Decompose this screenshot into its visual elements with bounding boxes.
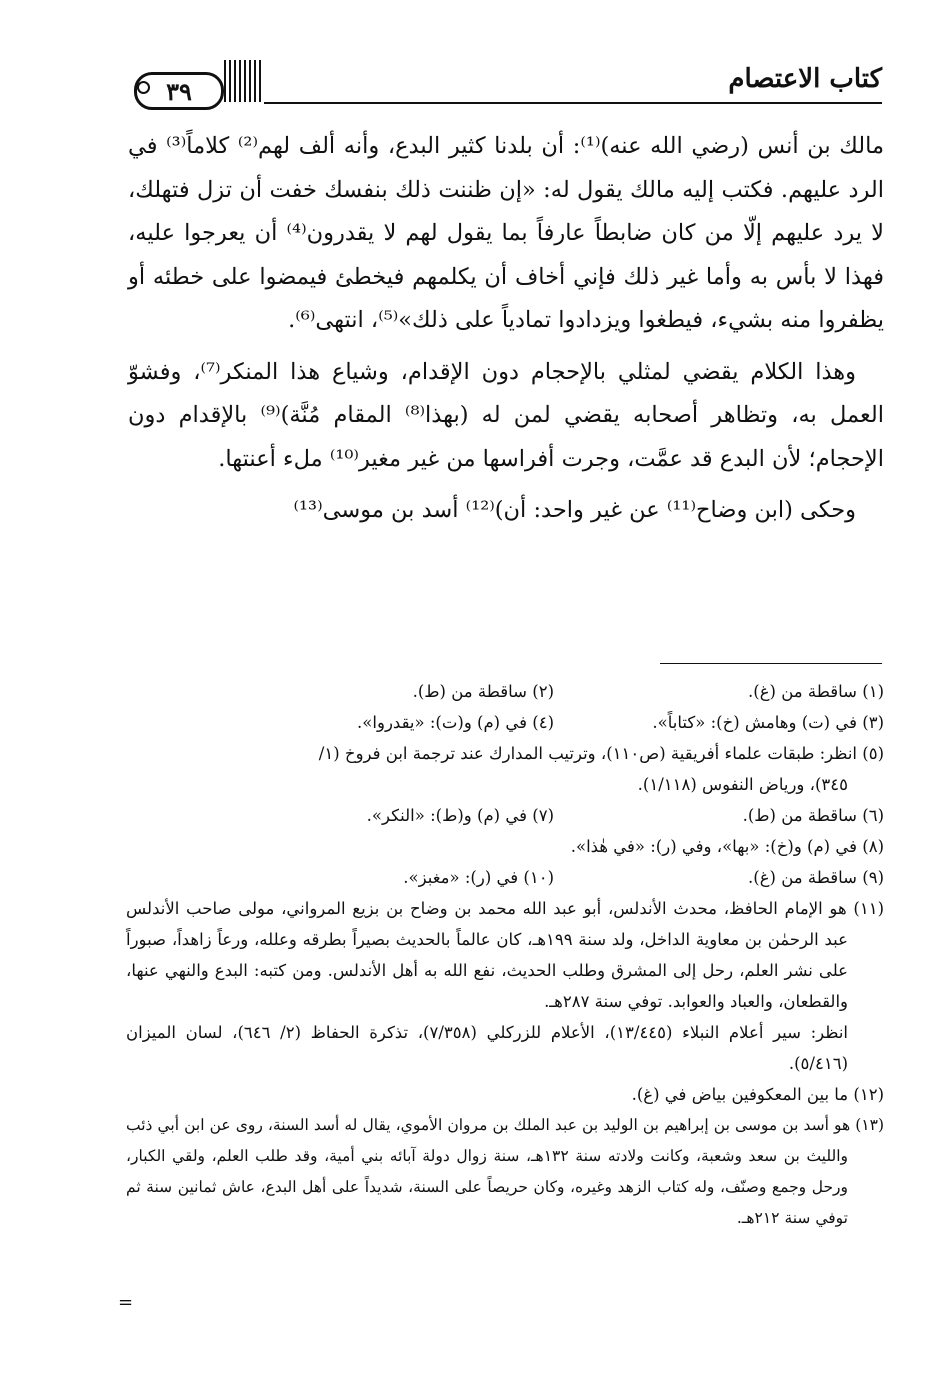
- ornament-dot-icon: [137, 81, 150, 94]
- header-rule: [264, 102, 882, 104]
- footnote-5: (٥) انظر: طبقات علماء أفريقية (ص١١٠)، وترتيب المدارك عند ترجمة ابن فروخ (١/: [318, 744, 884, 763]
- footnote-6: (٦) ساقطة من (ط).: [742, 806, 884, 825]
- page-header: [130, 58, 882, 108]
- footnote-8: (٨) في (م) و(خ): «بها»، وفي (ر): «في هٰذا».: [570, 837, 884, 856]
- footnote-row: [126, 862, 884, 893]
- footnote-7: (٧) في (م) و(ط): «النكر».: [366, 806, 554, 825]
- footnote-9: (٩) ساقطة من (غ).: [748, 868, 884, 887]
- footnote-row: [126, 800, 884, 831]
- paragraph-2: وهذا الكلام يقضي لمثلي بالإحجام دون الإقدام، وشياع هذا المنكر⁽⁷⁾، وفشوّ العمل به، وتظاهر أصحابه يقضي لمن له (بهذا⁽⁸⁾ المقام مُنَّة)⁽⁹⁾ بالإقدام دون الإحجام؛ لأن البدع قد عمَّت، وجرت أفراسها من غير مغير⁽¹⁰⁾ ملء أعنتها.: [128, 358, 885, 472]
- footnotes: [126, 676, 884, 1234]
- footnote-12: (١٢) ما بين المعكوفين بياض في (غ).: [631, 1085, 884, 1104]
- footnote-13: (١٣) هو أسد بن موسى بن إبراهيم بن الوليد بن عبد الملك بن مروان الأموي، يقال له أسد السنة، روى عن ابن أبي ذئب والليث بن سعد وشعبة، وكانت ولادته سنة ١٣٢هـ، سنة زوال دولة آبائه بني أمية، وقد طلب العلم، ولقي الكبار، ورحل وجمع وصنّف، وله كتاب الزهد وغيره، وكان حريصاً على السنة، شديداً على أهل البدع، عاش ثمانين سنة ثم توفي سنة ٢١٢هـ.: [126, 1116, 884, 1227]
- footnote-11-references: انظر: سير أعلام النبلاء (١٣/٤٤٥)، الأعلام للزركلي (٧/٣٥٨)، تذكرة الحفاظ (٢/ ٦٤٦)، لسان الميزان (٥/٤١٦).: [126, 1023, 848, 1073]
- footnote-row: [126, 676, 884, 707]
- book-title: كتاب الاعتصام: [728, 64, 882, 94]
- main-text: [128, 125, 884, 533]
- footnote-3: (٣) في (ت) وهامش (خ): «كتاباً».: [652, 713, 884, 732]
- footnote-row: [126, 707, 884, 738]
- footnote-4: (٤) في (م) و(ت): «يقدروا».: [357, 713, 554, 732]
- header-ornament-icon: [224, 60, 264, 102]
- page-number-badge: [134, 72, 224, 110]
- paragraph-3: وحكى (ابن وضاح⁽¹¹⁾ عن غير واحد: أن)⁽¹²⁾ أسد بن موسى⁽¹³⁾: [293, 497, 856, 523]
- paragraph-1: مالك بن أنس (رضي الله عنه)⁽¹⁾: أن بلدنا كثير البدع، وأنه ألف لهم⁽²⁾ كلاماً⁽³⁾ في الرد عليهم. فكتب إليه مالك يقول له: «إن ظننت ذلك بنفسك خفت أن تزل فتهلك، لا يرد عليهم إلّا من كان ضابطاً عارفاً بما يقول لهم لا يقدرون⁽⁴⁾ أن يعرجوا عليه، فهذا لا بأس به وأما غير ذلك فإني أخاف أن يكلمهم فيخطئ فيمضوا على خطئه أو يظفروا منه بشيء، فيطغوا ويزدادوا تمادياً على ذلك»⁽⁵⁾، انتهى⁽⁶⁾.: [128, 133, 885, 333]
- footnote-1: (١) ساقطة من (غ).: [748, 682, 884, 701]
- footnote-11: (١١) هو الإمام الحافظ، محدث الأندلس، أبو عبد الله محمد بن وضاح بن بزيع المرواني، مولى صاحب الأندلس عبد الرحمٰن بن معاوية الداخل، ولد سنة ١٩٩هـ، كان عالماً بالحديث بصيراً بطرقه وعلله، ورعاً زاهداً، صبوراً على نشر العلم، رحل إلى المشرق وطلب الحديث، نفع الله به أهل الأندلس. ومن كتبه: البدع والنهي عنها، والقطعان، والعباد والعوابد. توفي سنة ٢٨٧هـ.: [126, 899, 884, 1011]
- continuation-mark: =: [118, 1292, 134, 1313]
- footnote-separator: [660, 663, 882, 664]
- page-number: ٣٩: [166, 76, 192, 106]
- footnote-5-continued: ٣٤٥)، ورياض النفوس (١/١١٨).: [637, 775, 848, 794]
- footnote-2: (٢) ساقطة من (ط).: [412, 682, 554, 701]
- footnote-10: (١٠) في (ر): «مغبز».: [403, 868, 554, 887]
